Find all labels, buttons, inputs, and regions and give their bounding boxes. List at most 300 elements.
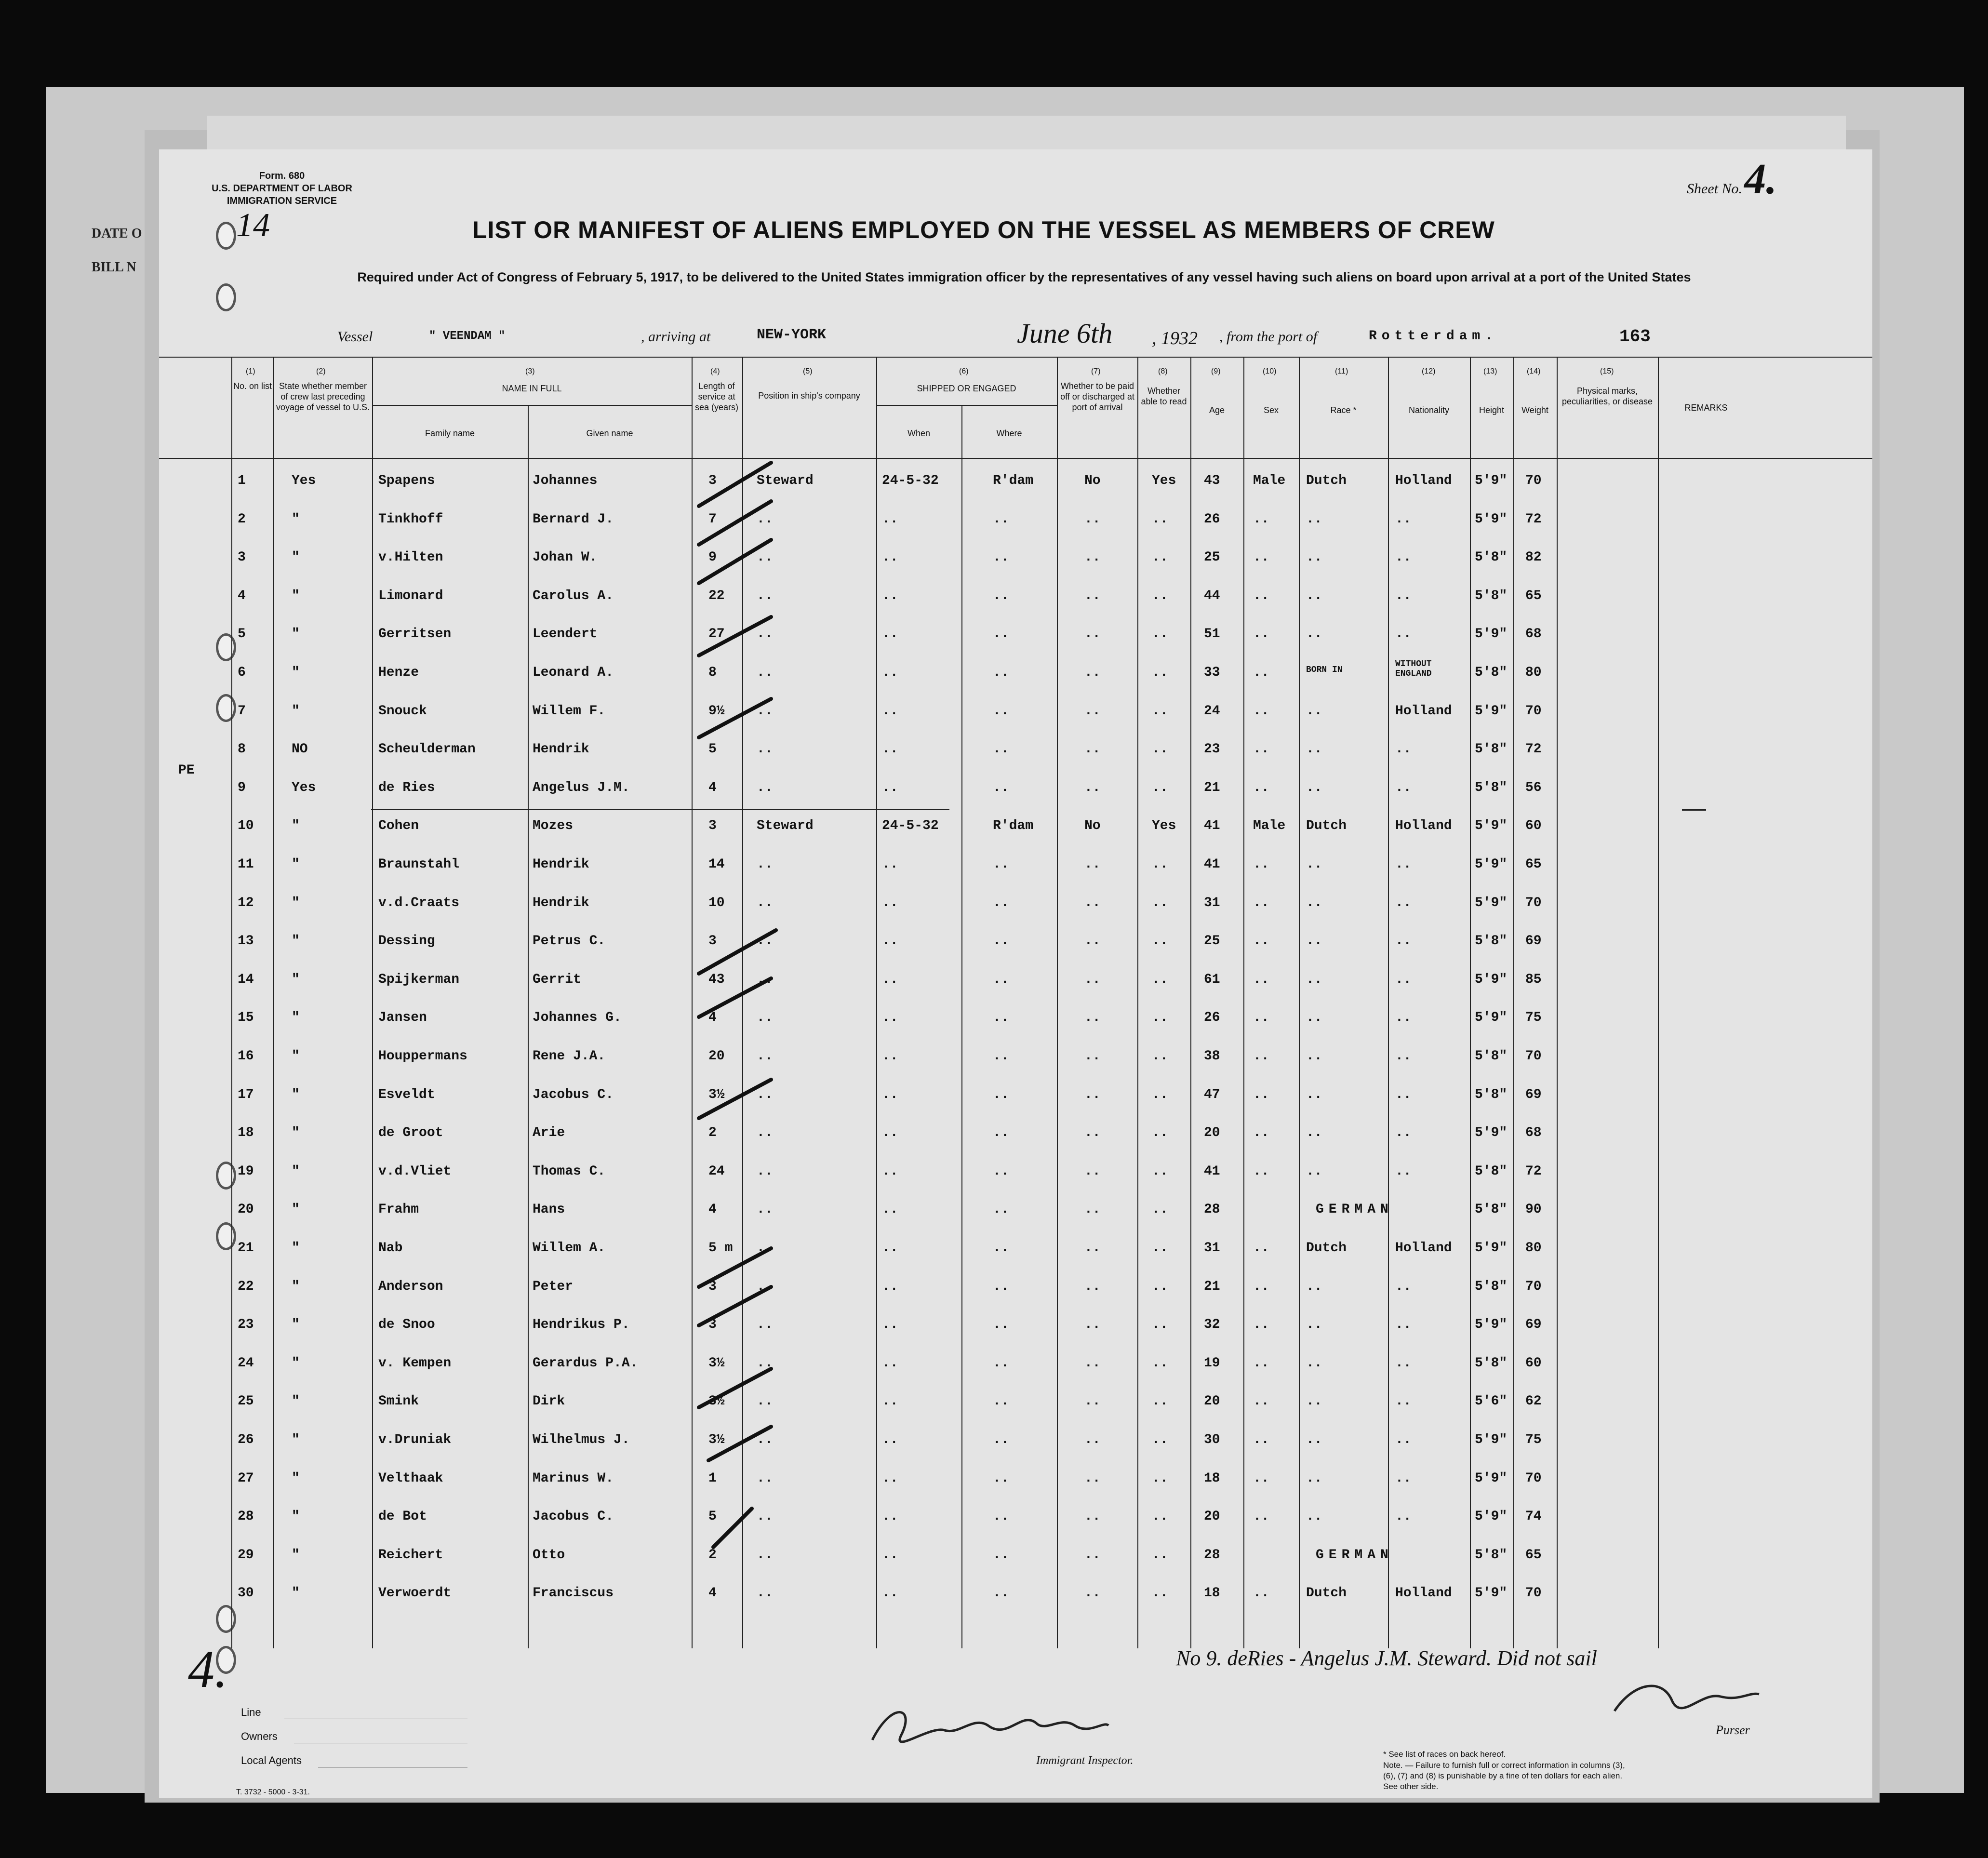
cell-family-name: Velthaak — [378, 1470, 443, 1486]
cell-length-of-service: 3 — [708, 934, 717, 949]
check-mark — [699, 463, 771, 506]
cell-family-name: Tinkhoff — [378, 511, 443, 527]
column-number: (6) — [959, 367, 969, 375]
cell-nationality: .. — [1395, 1010, 1412, 1026]
cell-position: .. — [757, 1279, 773, 1294]
cell-age: 20 — [1204, 1394, 1220, 1409]
cell-age: 18 — [1204, 1470, 1220, 1486]
cell-length-of-service: 20 — [708, 1049, 725, 1064]
cell-nationality: .. — [1395, 1509, 1412, 1524]
cell-shipped-where: .. — [993, 1241, 1009, 1256]
cell-height: 5'9" — [1475, 1432, 1508, 1447]
cell-able-to-read: .. — [1152, 588, 1168, 603]
cell-position: .. — [757, 550, 773, 565]
cell-previous-voyage: " — [292, 1586, 300, 1601]
cell-length-of-service: 3 — [708, 818, 717, 834]
cell-age: 31 — [1204, 895, 1220, 910]
cell-list-number: 23 — [238, 1317, 254, 1333]
cell-given-name: Petrus C. — [533, 934, 606, 949]
cell-height: 5'9" — [1475, 473, 1508, 488]
cell-paid-off: .. — [1084, 588, 1101, 603]
cell-shipped-when: .. — [882, 1010, 898, 1026]
cell-list-number: 15 — [238, 1010, 254, 1026]
cell-nationality: Holland — [1395, 473, 1452, 488]
cell-paid-off: .. — [1084, 972, 1101, 987]
did-not-sail-annotation: No 9. deRies - Angelus J.M. Steward. Did not sail — [1176, 1646, 1597, 1670]
cell-race: .. — [1306, 627, 1322, 642]
cell-weight: 82 — [1525, 550, 1542, 565]
cell-sex: .. — [1253, 1087, 1269, 1102]
cell-paid-off: .. — [1084, 1547, 1101, 1563]
left-edge-stamp — [92, 217, 142, 284]
cell-paid-off: .. — [1084, 1010, 1101, 1026]
cell-weight: 85 — [1525, 972, 1542, 987]
cell-length-of-service: 4 — [708, 1586, 717, 1601]
cell-paid-off: .. — [1084, 1087, 1101, 1102]
cell-sex: .. — [1253, 1010, 1269, 1026]
cell-height: 5'9" — [1475, 972, 1508, 987]
cell-given-name: Leonard A. — [533, 665, 614, 680]
cell-family-name: de Snoo — [378, 1317, 435, 1333]
column-number: (8) — [1158, 367, 1168, 375]
cell-weight: 60 — [1525, 818, 1542, 834]
cell-able-to-read: .. — [1152, 972, 1168, 987]
cell-family-name: v.Hilten — [378, 550, 443, 565]
cell-age: 28 — [1204, 1547, 1220, 1563]
header-remarks: REMARKS — [1684, 403, 1728, 413]
cell-nationality: .. — [1395, 934, 1412, 949]
cell-length-of-service: 4 — [708, 1010, 717, 1026]
arrival-year: , 1932 — [1152, 328, 1198, 348]
arrival-date: June 6th — [1017, 318, 1113, 349]
cell-length-of-service: 4 — [708, 780, 717, 795]
cell-able-to-read: .. — [1152, 1087, 1168, 1102]
cell-shipped-where: .. — [993, 703, 1009, 719]
cell-paid-off: .. — [1084, 934, 1101, 949]
cell-height: 5'8" — [1475, 1355, 1508, 1371]
cell-weight: 90 — [1525, 1202, 1542, 1217]
cell-given-name: Marinus W. — [533, 1470, 614, 1486]
cell-list-number: 5 — [238, 627, 246, 642]
cell-length-of-service: 24 — [708, 1163, 725, 1179]
cell-list-number: 6 — [238, 665, 246, 680]
header-physical-marks: Physical marks, peculiarities, or disease — [1561, 386, 1653, 406]
cell-shipped-when: .. — [882, 857, 898, 872]
cell-height: 5'9" — [1475, 895, 1508, 910]
line-label: Line — [241, 1706, 261, 1718]
cell-family-name: v.d.Vliet — [378, 1163, 452, 1179]
cell-list-number: 27 — [238, 1470, 254, 1486]
cell-position: .. — [757, 703, 773, 719]
cell-shipped-where: .. — [993, 780, 1009, 795]
punch-hole — [216, 283, 236, 311]
cell-previous-voyage: " — [292, 1241, 300, 1256]
cell-able-to-read: .. — [1152, 857, 1168, 872]
cell-previous-voyage: " — [292, 703, 300, 719]
cell-age: 44 — [1204, 588, 1220, 603]
cell-paid-off: .. — [1084, 703, 1101, 719]
cell-paid-off: .. — [1084, 665, 1101, 680]
cell-position: .. — [757, 972, 773, 987]
cell-weight: 70 — [1525, 1470, 1542, 1486]
cell-sex: .. — [1253, 1049, 1269, 1064]
check-mark — [713, 1509, 752, 1547]
cell-weight: 69 — [1525, 1087, 1542, 1102]
cell-shipped-where: .. — [993, 1279, 1009, 1294]
cell-given-name: Carolus A. — [533, 588, 614, 603]
table-row — [159, 885, 1872, 923]
cell-weight: 72 — [1525, 1163, 1542, 1179]
cell-nationality: .. — [1395, 972, 1412, 987]
cell-given-name: Bernard J. — [533, 511, 614, 527]
cell-family-name: Verwoerdt — [378, 1586, 452, 1601]
column-number: (12) — [1422, 367, 1436, 375]
cell-family-name: v. Kempen — [378, 1355, 452, 1371]
check-mark — [699, 1369, 771, 1407]
cell-previous-voyage: " — [292, 972, 300, 987]
cell-race: .. — [1306, 1163, 1322, 1179]
cell-age: 31 — [1204, 1241, 1220, 1256]
cell-height: 5'9" — [1475, 1125, 1508, 1141]
cell-shipped-when: .. — [882, 780, 898, 795]
cell-family-name: Cohen — [378, 818, 419, 834]
cell-shipped-when: .. — [882, 1547, 898, 1563]
cell-previous-voyage: " — [292, 1317, 300, 1333]
cell-previous-voyage: " — [292, 1125, 300, 1141]
cell-shipped-when: .. — [882, 1163, 898, 1179]
cell-able-to-read: .. — [1152, 1355, 1168, 1371]
cell-age: 20 — [1204, 1509, 1220, 1524]
cell-given-name: Johannes — [533, 473, 598, 488]
cell-family-name: de Bot — [378, 1509, 427, 1524]
cell-race: .. — [1306, 1509, 1322, 1524]
table-row — [159, 1498, 1872, 1537]
cell-given-name: Jacobus C. — [533, 1509, 614, 1524]
cell-paid-off: .. — [1084, 1355, 1101, 1371]
cell-list-number: 7 — [238, 703, 246, 719]
cell-family-name: Henze — [378, 665, 419, 680]
cell-list-number: 21 — [238, 1241, 254, 1256]
cell-able-to-read: .. — [1152, 550, 1168, 565]
cell-age: 21 — [1204, 780, 1220, 795]
cell-length-of-service: 4 — [708, 1202, 717, 1217]
cell-race: .. — [1306, 780, 1322, 795]
cell-nationality: Holland — [1395, 1586, 1452, 1601]
cell-position: .. — [757, 1202, 773, 1217]
page-title: LIST OR MANIFEST OF ALIENS EMPLOYED ON THE VESSEL AS MEMBERS OF CREW — [472, 216, 1495, 243]
cell-sex: .. — [1253, 627, 1269, 642]
cell-height: 5'9" — [1475, 818, 1508, 834]
table-row — [159, 616, 1872, 654]
table-row — [159, 1269, 1872, 1307]
header-when: When — [907, 428, 931, 438]
cell-paid-off: .. — [1084, 511, 1101, 527]
header-where: Where — [996, 428, 1022, 438]
cell-length-of-service: 27 — [708, 627, 725, 642]
cell-race: .. — [1306, 1432, 1322, 1447]
cell-weight: 68 — [1525, 627, 1542, 642]
cell-age: 43 — [1204, 473, 1220, 488]
cell-age: 51 — [1204, 627, 1220, 642]
cell-family-name: Smink — [378, 1394, 419, 1409]
cell-age: 25 — [1204, 934, 1220, 949]
purser-label: Purser — [1716, 1723, 1750, 1737]
cell-paid-off: No — [1084, 473, 1101, 488]
cell-race: Dutch — [1306, 1586, 1347, 1601]
cell-list-number: 10 — [238, 818, 254, 834]
check-mark — [699, 617, 771, 655]
cell-shipped-where: .. — [993, 1470, 1009, 1486]
cell-shipped-where: .. — [993, 1432, 1009, 1447]
cell-paid-off: .. — [1084, 1279, 1101, 1294]
cell-age: 41 — [1204, 1163, 1220, 1179]
cell-weight: 56 — [1525, 780, 1542, 795]
cell-sex: Male — [1253, 473, 1286, 488]
cell-nationality: .. — [1395, 1279, 1412, 1294]
cell-list-number: 14 — [238, 972, 254, 987]
cell-list-number: 18 — [238, 1125, 254, 1141]
check-mark — [699, 1287, 771, 1325]
cell-family-name: Limonard — [378, 588, 443, 603]
cell-age: 26 — [1204, 511, 1220, 527]
cell-shipped-where: .. — [993, 1163, 1009, 1179]
header-able-to-read: Whether able to read — [1141, 386, 1187, 406]
cell-list-number: 24 — [238, 1355, 254, 1371]
table-row — [159, 501, 1872, 539]
cell-age: 20 — [1204, 1125, 1220, 1141]
column-number: (3) — [525, 367, 535, 375]
cell-shipped-where: .. — [993, 1586, 1009, 1601]
cell-shipped-where: .. — [993, 934, 1009, 949]
cell-shipped-where: R'dam — [993, 473, 1034, 488]
cell-length-of-service: 22 — [708, 588, 725, 603]
cell-given-name: Johannes G. — [533, 1010, 622, 1026]
arriving-port: NEW-YORK — [757, 327, 827, 343]
cell-weight: 70 — [1525, 1049, 1542, 1064]
cell-shipped-where: .. — [993, 511, 1009, 527]
cell-shipped-where: .. — [993, 1125, 1009, 1141]
header-given-name: Given name — [586, 428, 633, 438]
cell-family-name: Frahm — [378, 1202, 419, 1217]
arriving-label: , arriving at — [641, 329, 711, 345]
service-name: IMMIGRATION SERVICE — [227, 196, 337, 206]
cell-list-number: 26 — [238, 1432, 254, 1447]
check-mark — [708, 1427, 771, 1460]
cell-given-name: Hendrik — [533, 895, 589, 910]
check-mark — [699, 930, 776, 974]
cell-position: .. — [757, 1010, 773, 1026]
cell-shipped-when: .. — [882, 972, 898, 987]
cell-shipped-when: 24-5-32 — [882, 473, 939, 488]
header-race: Race * — [1330, 405, 1357, 415]
cell-sex: .. — [1253, 780, 1269, 795]
cell-family-name: Esveldt — [378, 1087, 435, 1102]
cell-given-name: Hendrik — [533, 742, 589, 757]
service-check-marks — [689, 458, 786, 1634]
cell-list-number: 9 — [238, 780, 246, 795]
cell-sex: .. — [1253, 895, 1269, 910]
cell-race: .. — [1306, 1470, 1322, 1486]
cell-nationality: .. — [1395, 588, 1412, 603]
column-number: (9) — [1211, 367, 1221, 375]
header-previous-voyage: State whether member of crew last preceding voyage of vessel to U.S. — [276, 381, 370, 412]
cell-paid-off: .. — [1084, 742, 1101, 757]
header-height: Height — [1479, 405, 1505, 415]
penalty-note: Note. — Failure to furnish full or correct information in columns (3), (6), (7) and (8) is punishable by a fine of ten dollars for each alien. See other side. — [1383, 1761, 1625, 1791]
cell-shipped-where: R'dam — [993, 818, 1034, 834]
cell-family-name: Snouck — [378, 703, 427, 719]
cell-list-number: 2 — [238, 511, 246, 527]
cell-shipped-where: .. — [993, 857, 1009, 872]
cell-weight: 75 — [1525, 1432, 1542, 1447]
header-sex: Sex — [1263, 405, 1279, 415]
cell-sex: .. — [1253, 742, 1269, 757]
cell-race: .. — [1306, 895, 1322, 910]
cell-family-name: v.d.Craats — [378, 895, 460, 910]
cell-given-name: Willem A. — [533, 1241, 606, 1256]
cell-weight: 62 — [1525, 1394, 1542, 1409]
cell-given-name: Peter — [533, 1279, 574, 1294]
cell-shipped-when: .. — [882, 1470, 898, 1486]
cell-shipped-when: .. — [882, 1394, 898, 1409]
cell-family-name: Nab — [378, 1241, 403, 1256]
cell-previous-voyage: " — [292, 857, 300, 872]
cell-height: 5'9" — [1475, 1509, 1508, 1524]
column-number: (4) — [710, 367, 720, 375]
cell-previous-voyage: Yes — [292, 780, 316, 795]
cell-sex: .. — [1253, 1125, 1269, 1141]
cell-shipped-when: .. — [882, 1279, 898, 1294]
cell-height: 5'9" — [1475, 703, 1508, 719]
cell-height: 5'9" — [1475, 857, 1508, 872]
cell-weight: 68 — [1525, 1125, 1542, 1141]
cell-weight: 70 — [1525, 1279, 1542, 1294]
cell-length-of-service: 5 — [708, 742, 717, 757]
cell-paid-off: .. — [1084, 1586, 1101, 1601]
cell-height: 5'8" — [1475, 1547, 1508, 1563]
cell-sex: .. — [1253, 1394, 1269, 1409]
table-row — [159, 1000, 1872, 1038]
cell-sex: .. — [1253, 1586, 1269, 1601]
cell-able-to-read: .. — [1152, 1163, 1168, 1179]
cell-age: 38 — [1204, 1049, 1220, 1064]
cell-family-name: Spapens — [378, 473, 435, 488]
form-number: Form. 680 — [259, 171, 305, 181]
cell-shipped-where: .. — [993, 1202, 1009, 1217]
cell-shipped-when: .. — [882, 1241, 898, 1256]
cell-able-to-read: .. — [1152, 665, 1168, 680]
cell-previous-voyage: " — [292, 627, 300, 642]
owners-label: Owners — [241, 1730, 278, 1742]
cell-length-of-service: 2 — [708, 1125, 717, 1141]
cell-list-number: 30 — [238, 1586, 254, 1601]
cell-length-of-service: 3½ — [708, 1355, 725, 1371]
cell-list-number: 16 — [238, 1049, 254, 1064]
cell-paid-off: .. — [1084, 780, 1101, 795]
cell-length-of-service: 3 — [708, 1279, 717, 1294]
cell-position: .. — [757, 1355, 773, 1371]
table-row — [159, 1115, 1872, 1153]
cell-position: .. — [757, 895, 773, 910]
from-label: , from the port of — [1219, 329, 1318, 345]
cell-weight: 65 — [1525, 1547, 1542, 1563]
cell-previous-voyage: " — [292, 511, 300, 527]
cell-able-to-read: .. — [1152, 627, 1168, 642]
cell-position: .. — [757, 1087, 773, 1102]
header-length-of-service: Length of service at sea (years) — [694, 381, 739, 412]
vessel-name: " VEENDAM " — [429, 330, 506, 343]
shipped-subheader-rule — [876, 405, 1057, 406]
cell-position: .. — [757, 1547, 773, 1563]
cell-nationality: .. — [1395, 857, 1412, 872]
cell-given-name: Angelus J.M. — [533, 780, 630, 795]
table-row — [159, 846, 1872, 884]
cell-length-of-service: 3½ — [708, 1087, 725, 1102]
cell-position: .. — [757, 511, 773, 527]
cell-previous-voyage: Yes — [292, 473, 316, 488]
cell-shipped-where: .. — [993, 1317, 1009, 1333]
cell-family-name: v.Druniak — [378, 1432, 452, 1447]
cell-list-number: 17 — [238, 1087, 254, 1102]
cell-list-number: 13 — [238, 934, 254, 949]
cell-age: 41 — [1204, 818, 1220, 834]
cell-able-to-read: .. — [1152, 1586, 1168, 1601]
cell-able-to-read: .. — [1152, 1394, 1168, 1409]
local-agents-label: Local Agents — [241, 1754, 302, 1766]
cell-length-of-service: 14 — [708, 857, 725, 872]
cell-shipped-when: 24-5-32 — [882, 818, 939, 834]
cell-position: Steward — [757, 818, 814, 834]
cell-weight: 72 — [1525, 511, 1542, 527]
table-row — [159, 1460, 1872, 1498]
table-row — [159, 1575, 1872, 1613]
header-shipped-or-engaged: SHIPPED OR ENGAGED — [917, 384, 1016, 393]
header-position: Position in ship's company — [758, 391, 860, 401]
table-row — [159, 578, 1872, 616]
cell-list-number: 4 — [238, 588, 246, 603]
cell-paid-off: .. — [1084, 857, 1101, 872]
cell-weight: 70 — [1525, 1586, 1542, 1601]
table-row — [159, 1345, 1872, 1383]
cell-list-number: 20 — [238, 1202, 254, 1217]
cell-given-name: Rene J.A. — [533, 1049, 606, 1064]
cell-shipped-when: .. — [882, 1355, 898, 1371]
cell-age: 23 — [1204, 742, 1220, 757]
cell-nationality: .. — [1395, 627, 1412, 642]
cell-given-name: Willem F. — [533, 703, 606, 719]
cell-list-number: 25 — [238, 1394, 254, 1409]
cell-able-to-read: .. — [1152, 1279, 1168, 1294]
cell-weight: 80 — [1525, 665, 1542, 680]
cell-race: .. — [1306, 550, 1322, 565]
cell-length-of-service: 9 — [708, 550, 717, 565]
cell-race: .. — [1306, 511, 1322, 527]
cell-previous-voyage: " — [292, 1087, 300, 1102]
cell-previous-voyage: " — [292, 1432, 300, 1447]
cell-able-to-read: .. — [1152, 1432, 1168, 1447]
cell-given-name: Thomas C. — [533, 1163, 606, 1179]
cell-sex: .. — [1253, 550, 1269, 565]
cell-list-number: 8 — [238, 742, 246, 757]
cell-height: 5'9" — [1475, 1586, 1508, 1601]
form-identifier — [202, 170, 361, 207]
cell-given-name: Mozes — [533, 818, 574, 834]
cell-list-number: 11 — [238, 857, 254, 872]
cell-previous-voyage: " — [292, 665, 300, 680]
cell-family-name: Anderson — [378, 1279, 443, 1294]
cell-paid-off: .. — [1084, 1125, 1101, 1141]
cell-previous-voyage: " — [292, 1010, 300, 1026]
